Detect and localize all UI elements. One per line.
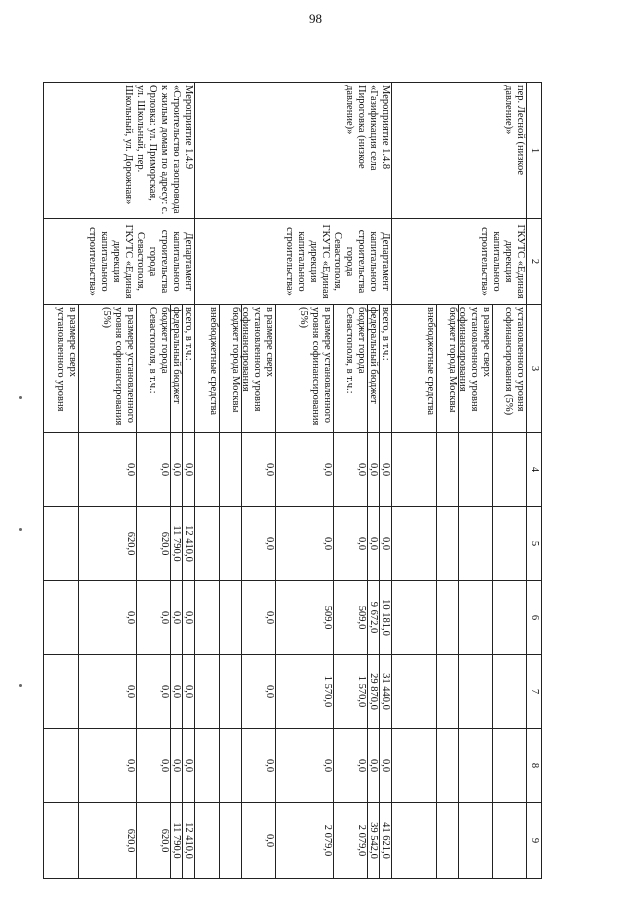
value-cell: 0,0	[241, 433, 275, 506]
value-cell: 0,0	[367, 433, 379, 506]
value-cell	[392, 803, 527, 879]
value-cell	[195, 581, 219, 654]
value-column-5	[195, 507, 392, 581]
funding-source: внебюджетные средства	[425, 307, 436, 416]
value-cell: 0,0	[275, 433, 333, 506]
value-cell: 0,0	[333, 729, 367, 802]
funding-source: бюджет города Севастополя, в т.ч.:	[333, 305, 367, 432]
table-row	[44, 83, 195, 879]
funding-sources	[195, 305, 392, 433]
funding-source: всего, в т.ч.:	[379, 305, 391, 432]
value-column-9	[44, 803, 195, 879]
funding-source: в размере сверх установленного уровня софинансирования	[458, 305, 492, 432]
value-cell: 0,0	[170, 655, 182, 728]
value-cell: 620,0	[136, 803, 170, 878]
funding-source: в размере сверх установленного уровня	[55, 307, 78, 412]
funding-source: установленного уровня софинансирования (5%)	[492, 305, 526, 432]
funding-source: бюджет города Москвы	[436, 305, 458, 432]
value-column-6	[44, 581, 195, 655]
header-row	[527, 83, 542, 879]
value-cell	[195, 433, 219, 506]
value-cell: 12 410,0	[182, 507, 194, 580]
measure-name: пер. Лесной (низкое давление)»	[392, 83, 527, 219]
col-header-3: 3	[527, 305, 542, 433]
value-cell: 41 621,0	[379, 803, 391, 878]
value-cell	[44, 803, 78, 878]
value-cell: 10 181,0	[379, 581, 391, 654]
page-number: 98	[309, 11, 322, 26]
value-cell: 0,0	[170, 729, 182, 802]
value-cell: 620,0	[78, 803, 136, 878]
value-column-8	[195, 729, 392, 803]
col-header-2: 2	[527, 219, 542, 305]
value-cell: 0,0	[333, 433, 367, 506]
value-cell: 12 410,0	[182, 803, 194, 878]
value-cell: 0,0	[379, 729, 391, 802]
value-cell: 0,0	[170, 433, 182, 506]
value-cell: 29 870,0	[367, 655, 379, 728]
value-cell: 0,0	[136, 581, 170, 654]
value-cell	[44, 507, 78, 580]
value-cell: 0,0	[78, 433, 136, 506]
col-header-4: 4	[527, 433, 542, 507]
value-cell: 0,0	[367, 729, 379, 802]
value-column-8	[44, 729, 195, 803]
value-cell	[219, 803, 241, 878]
table-row	[195, 83, 392, 879]
value-cell: 0,0	[182, 655, 194, 728]
value-column-7	[44, 655, 195, 729]
value-cell	[195, 655, 219, 728]
value-column-6	[195, 581, 392, 655]
value-cell: 11 790,0	[170, 803, 182, 878]
value-cell: 0,0	[170, 581, 182, 654]
executor: ГКУТС «Единая дирекция капитального строительства»	[392, 219, 527, 305]
value-cell	[195, 803, 219, 878]
value-cell: 0,0	[379, 507, 391, 580]
col-header-5: 5	[527, 507, 542, 581]
value-cell: 0,0	[136, 729, 170, 802]
value-cell: 0,0	[241, 507, 275, 580]
rotated-table-container	[55, 82, 542, 878]
scan-artifact	[19, 528, 22, 531]
value-column-9	[195, 803, 392, 879]
executor: Департамент капитального строительства города Севастополя, ГКУТС «Единая дирекция капитального строительства»	[44, 219, 195, 305]
funding-source: федеральный бюджет	[367, 305, 379, 432]
value-cell: 0,0	[78, 581, 136, 654]
value-cell	[392, 655, 527, 729]
value-cell	[44, 655, 78, 728]
funding-source: бюджет города Севастополя, в т.ч.:	[136, 305, 170, 432]
value-column-4	[195, 433, 392, 507]
value-cell: 0,0	[275, 507, 333, 580]
value-cell	[392, 433, 527, 507]
funding-source: внебюджетные средства	[208, 307, 219, 416]
value-cell: 0,0	[78, 655, 136, 728]
value-cell: 0,0	[182, 729, 194, 802]
value-cell: 509,0	[333, 581, 367, 654]
value-cell: 9 672,0	[367, 581, 379, 654]
value-cell: 0,0	[136, 655, 170, 728]
value-cell: 0,0	[379, 433, 391, 506]
value-cell: 2 079,0	[275, 803, 333, 878]
funding-source: в размере установленного уровня софинансирования (5%)	[275, 305, 333, 432]
value-cell	[392, 581, 527, 655]
col-header-9: 9	[527, 803, 542, 879]
funding-source: в размере сверх установленного уровня софинансирования	[241, 305, 275, 432]
value-cell: 2 079,0	[333, 803, 367, 878]
value-cell: 0,0	[367, 507, 379, 580]
value-cell: 39 542,0	[367, 803, 379, 878]
scan-artifact	[19, 684, 22, 687]
value-cell	[219, 729, 241, 802]
measure-name: Мероприятие 1.4.9 «Строительство газопровода к жилым домам по адресу: с. Орловка: ул. Приморская, ул. Школьный, пер. Школьный, ул. Дорожная»	[44, 83, 195, 219]
value-cell: 0,0	[182, 581, 194, 654]
value-cell: 0,0	[241, 581, 275, 654]
col-header-8: 8	[527, 729, 542, 803]
executor: Департамент капитального строительства города Севастополя, ГКУТС «Единая дирекция капитального строительства»	[195, 219, 392, 305]
value-cell	[219, 507, 241, 580]
value-cell: 0,0	[241, 655, 275, 728]
value-cell: 0,0	[182, 433, 194, 506]
funding-sources	[392, 305, 527, 433]
col-header-7: 7	[527, 655, 542, 729]
value-cell: 0,0	[241, 803, 275, 878]
col-header-1: 1	[527, 83, 542, 219]
value-cell	[392, 507, 527, 581]
financing-table	[43, 82, 542, 879]
table-row	[392, 83, 527, 879]
value-cell	[392, 729, 527, 803]
value-cell: 0,0	[333, 507, 367, 580]
col-header-6: 6	[527, 581, 542, 655]
value-cell	[195, 729, 219, 802]
value-cell: 0,0	[136, 433, 170, 506]
value-cell: 0,0	[241, 729, 275, 802]
value-cell	[44, 729, 78, 802]
value-cell: 0,0	[78, 729, 136, 802]
value-cell: 620,0	[136, 507, 170, 580]
value-column-4	[44, 433, 195, 507]
value-cell: 1 570,0	[333, 655, 367, 728]
value-cell	[195, 507, 219, 580]
value-cell: 31 440,0	[379, 655, 391, 728]
funding-source: федеральный бюджет	[170, 305, 182, 432]
value-cell: 1 570,0	[275, 655, 333, 728]
scan-artifact	[19, 396, 22, 399]
funding-source: всего, в т.ч.:	[182, 305, 194, 432]
value-cell: 0,0	[275, 729, 333, 802]
value-cell: 620,0	[78, 507, 136, 580]
value-cell	[219, 433, 241, 506]
funding-source: бюджет города Москвы	[219, 305, 241, 432]
funding-sources	[44, 305, 195, 433]
value-column-7	[195, 655, 392, 729]
value-cell	[219, 655, 241, 728]
funding-source: в размере установленного уровня софинансирования (5%)	[78, 305, 136, 432]
value-column-5	[44, 507, 195, 581]
measure-name: Мероприятие 1.4.8 «Газификация села Пироговка (низкое давление)»	[195, 83, 392, 219]
value-cell: 11 790,0	[170, 507, 182, 580]
value-cell	[219, 581, 241, 654]
value-cell	[44, 433, 78, 506]
value-cell: 509,0	[275, 581, 333, 654]
value-cell	[44, 581, 78, 654]
